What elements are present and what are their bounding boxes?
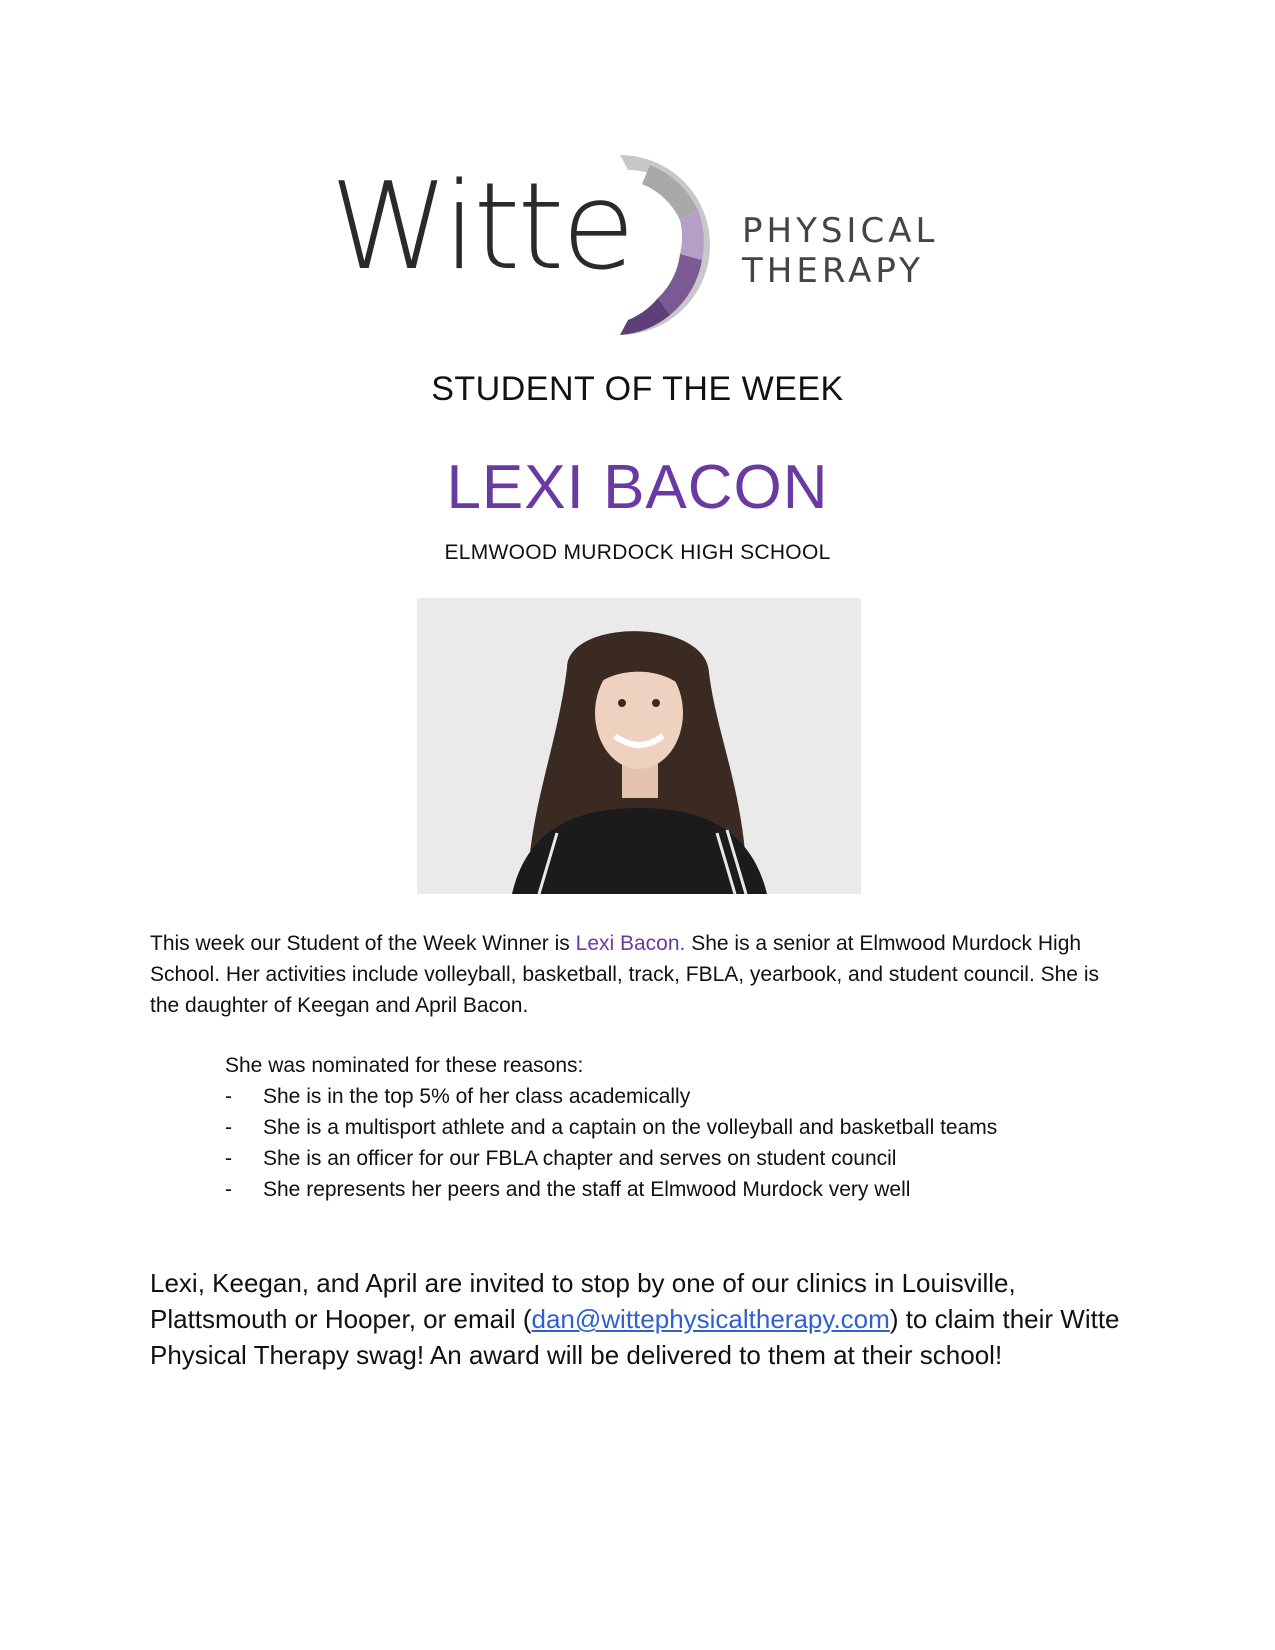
reason-text: She is an officer for our FBLA chapter and serves on student council [263,1147,897,1170]
list-item [225,1143,1125,1174]
intro-paragraph [150,928,1130,1021]
list-item [225,1112,1125,1143]
bullet-dash: - [225,1116,232,1139]
logo-sub-line2: THERAPY [742,251,924,291]
reasons-list [225,1081,1125,1205]
closing-text-after: ) to claim their Witte Physical Therapy swag! An award will be delivered to them at their school! [150,1304,1120,1370]
reason-text: She is in the top 5% of her class academically [263,1085,691,1108]
student-name: LEXI BACON [446,453,829,522]
reasons-intro: She was nominated for these reasons: [225,1054,584,1077]
logo-sub-line1: PHYSICAL [742,211,939,251]
bullet-dash: - [225,1147,232,1170]
intro-text-before: This week our Student of the Week Winner is [150,932,576,955]
bullet-dash: - [225,1178,232,1201]
intro-student-name: Lexi Bacon. [575,932,686,955]
reasons-section [225,1050,1125,1205]
reason-text: She is a multisport athlete and a captain on the volleyball and basketball teams [263,1116,998,1139]
list-item [225,1174,1125,1205]
email-link[interactable]: dan@wittephysicaltherapy.com [531,1304,890,1334]
page-heading: STUDENT OF THE WEEK [431,370,844,408]
logo-wordmark: Witte [330,158,633,297]
witte-logo [330,140,950,340]
logo-swoosh-icon [580,150,730,340]
student-photo [417,598,861,894]
closing-text-before: Lexi, Keegan, and April are invited to stop by one of our clinics in Louisville, Plattsmouth or Hooper, or email ( [150,1268,1016,1334]
intro-text-after: She is a senior at Elmwood Murdock High School. Her activities include volleyball, basketball, track, FBLA, yearbook, and student council. She is the daughter of Keegan and April Bacon. [150,932,1099,1017]
closing-paragraph [150,1265,1150,1373]
school-name: ELMWOOD MURDOCK HIGH SCHOOL [444,541,831,564]
list-item [225,1081,1125,1112]
bullet-dash: - [225,1085,232,1108]
reason-text: She represents her peers and the staff at Elmwood Murdock very well [263,1178,911,1201]
